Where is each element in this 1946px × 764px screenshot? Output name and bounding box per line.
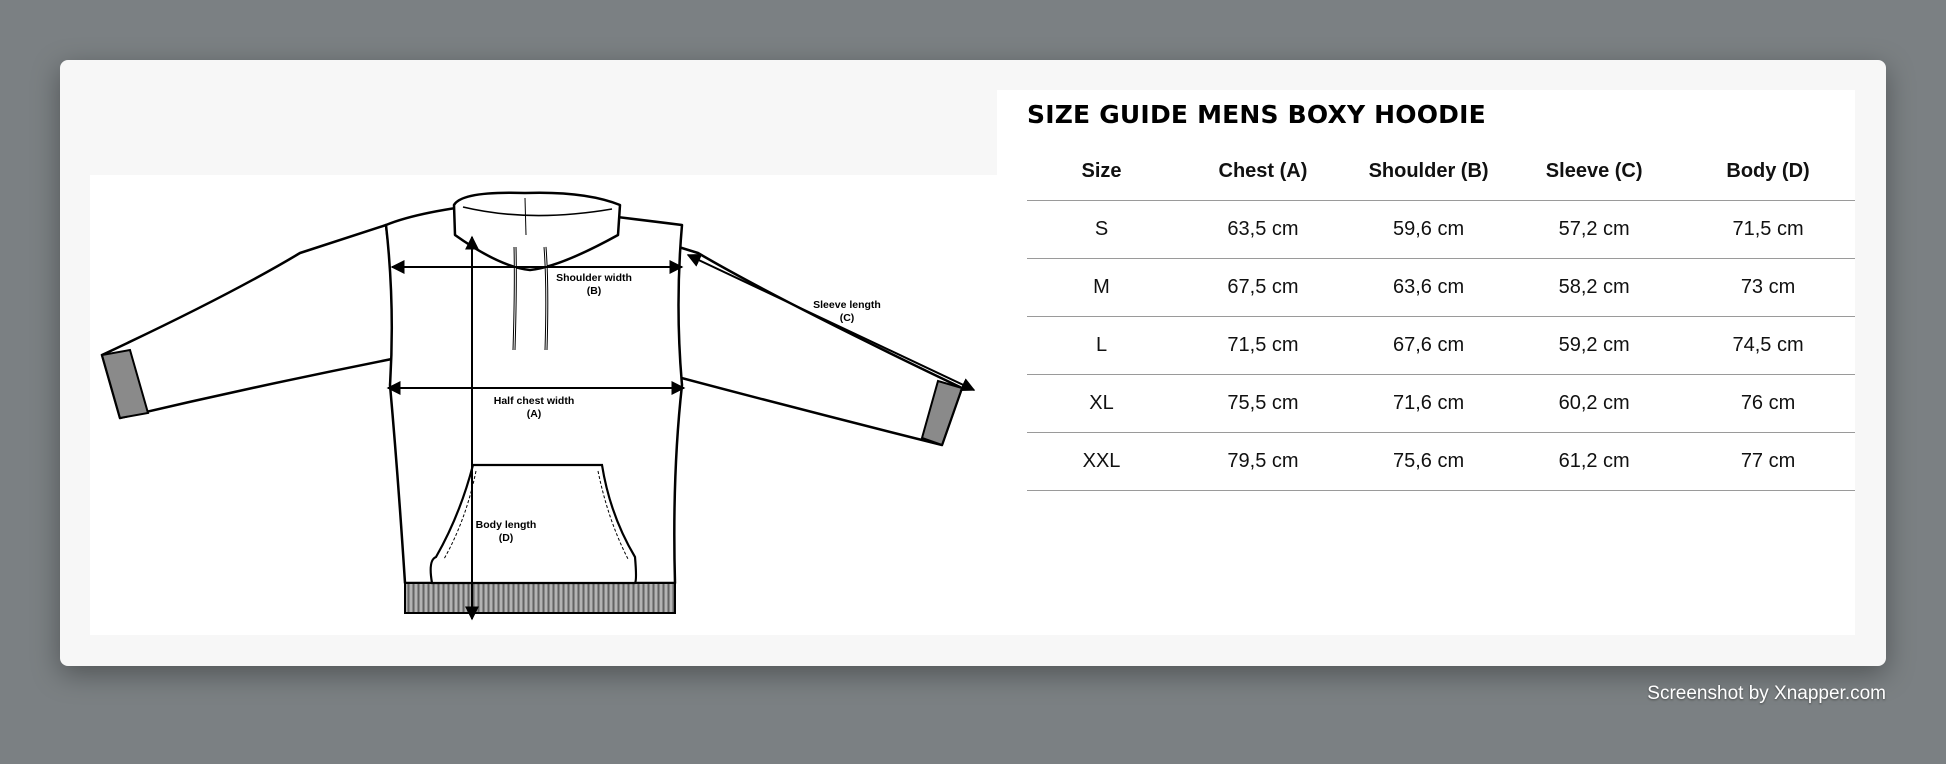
chest-width-code: (A): [526, 408, 542, 420]
table-row: [1027, 259, 1855, 317]
cell-chest: 67,5 cm: [1176, 259, 1350, 317]
cell-shoulder: 59,6 cm: [1350, 201, 1507, 259]
cell-chest: 75,5 cm: [1176, 375, 1350, 433]
size-guide-card: [60, 60, 1886, 666]
chest-width-label: Half chest width: [493, 395, 575, 407]
cell-shoulder: 63,6 cm: [1350, 259, 1507, 317]
shoulder-width-label: Shoulder width: [556, 272, 632, 284]
sleeve-length-label: Sleeve length: [813, 299, 881, 311]
cell-sleeve: 57,2 cm: [1507, 201, 1681, 259]
size-table: [1027, 142, 1855, 491]
table-header-row: [1027, 142, 1855, 201]
col-header-chest: Chest (A): [1176, 142, 1350, 201]
body-length-label: Body length: [475, 519, 537, 531]
col-header-body: Body (D): [1681, 142, 1855, 201]
screenshot-credit: Screenshot by Xnapper.com: [1647, 683, 1886, 704]
cell-sleeve: 60,2 cm: [1507, 375, 1681, 433]
table-row: [1027, 317, 1855, 375]
cell-chest: 63,5 cm: [1176, 201, 1350, 259]
cell-shoulder: 75,6 cm: [1350, 433, 1507, 491]
cell-body: 77 cm: [1681, 433, 1855, 491]
table-row: [1027, 433, 1855, 491]
cell-body: 76 cm: [1681, 375, 1855, 433]
shoulder-width-code: (B): [586, 285, 602, 297]
body-length-code: (D): [498, 532, 514, 544]
size-table-panel: [997, 90, 1855, 635]
col-header-sleeve: Sleeve (C): [1507, 142, 1681, 201]
page-title: SIZE GUIDE MENS BOXY HOODIE: [1027, 100, 1486, 129]
table-row: [1027, 201, 1855, 259]
cell-size: L: [1027, 317, 1176, 375]
hem-rib: [405, 583, 675, 613]
cell-sleeve: 61,2 cm: [1507, 433, 1681, 491]
col-header-size: Size: [1027, 142, 1176, 201]
sleeve-length-code: (C): [839, 312, 855, 324]
cell-body: 74,5 cm: [1681, 317, 1855, 375]
cell-body: 71,5 cm: [1681, 201, 1855, 259]
cell-size: M: [1027, 259, 1176, 317]
cell-size: S: [1027, 201, 1176, 259]
table-row: [1027, 375, 1855, 433]
cell-sleeve: 58,2 cm: [1507, 259, 1681, 317]
cell-size: XXL: [1027, 433, 1176, 491]
cell-sleeve: 59,2 cm: [1507, 317, 1681, 375]
cell-chest: 71,5 cm: [1176, 317, 1350, 375]
cell-chest: 79,5 cm: [1176, 433, 1350, 491]
col-header-shoulder: Shoulder (B): [1350, 142, 1507, 201]
cell-size: XL: [1027, 375, 1176, 433]
cell-shoulder: 67,6 cm: [1350, 317, 1507, 375]
cell-body: 73 cm: [1681, 259, 1855, 317]
hoodie-diagram: [90, 175, 997, 635]
cell-shoulder: 71,6 cm: [1350, 375, 1507, 433]
